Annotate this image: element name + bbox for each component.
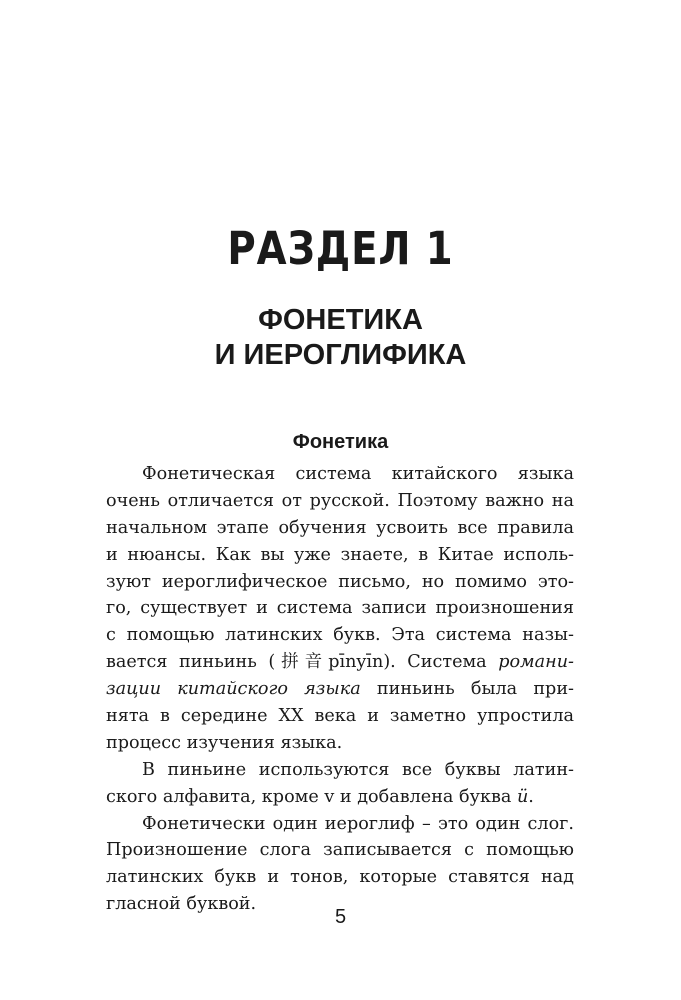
text-line: и нюансы. Как вы уже знаете, в Китае исполь- <box>106 544 574 565</box>
subtitle-line-1: ФОНЕТИКА <box>258 304 423 336</box>
text-line: Произношение слога записывается с помощью <box>106 840 574 861</box>
text-line: гласной буквой. <box>106 894 257 915</box>
page-number: 5 <box>334 906 347 928</box>
text-line <box>106 649 574 676</box>
text-line: очень отличается от русской. Поэтому важно на <box>106 490 574 511</box>
italic-term: романи- <box>498 652 574 673</box>
text-line <box>106 784 574 811</box>
text-span: вается пиньинь (拼音pīnyīn). Система <box>106 652 499 673</box>
text-line: В пиньине используются все буквы латин- <box>142 759 574 780</box>
section-heading: Фонетика <box>292 431 389 453</box>
italic-term: зации китайского языка <box>106 679 361 700</box>
chapter-title: РАЗДЕЛ 1 <box>227 222 454 275</box>
text-line: процесс изучения языка. <box>106 732 343 753</box>
text-line: нята в середине XX века и заметно упростила <box>106 706 574 727</box>
text-span: . <box>528 786 534 807</box>
subtitle-line-2: И ИЕРОГЛИФИКА <box>214 339 467 371</box>
text-line: го, существует и система записи произношения <box>106 598 574 619</box>
text-span: ского алфавита, кроме v и добавлена буква <box>106 786 517 807</box>
body-text <box>106 461 574 918</box>
text-span: пиньинь была при- <box>360 679 574 700</box>
text-line: с помощью латинских букв. Эта система назы- <box>106 625 574 646</box>
text-line: Фонетически один иероглиф – это один слог. <box>142 813 574 834</box>
text-line: латинских букв и тонов, которые ставятся над <box>106 867 574 888</box>
text-line: начальном этапе обучения усвоить все правила <box>106 517 574 538</box>
text-line: Фонетическая система китайского языка <box>142 464 574 484</box>
text-line: зуют иероглифическое письмо, но помимо это- <box>106 571 574 592</box>
italic-letter: ü <box>516 786 529 807</box>
text-line <box>106 676 574 703</box>
